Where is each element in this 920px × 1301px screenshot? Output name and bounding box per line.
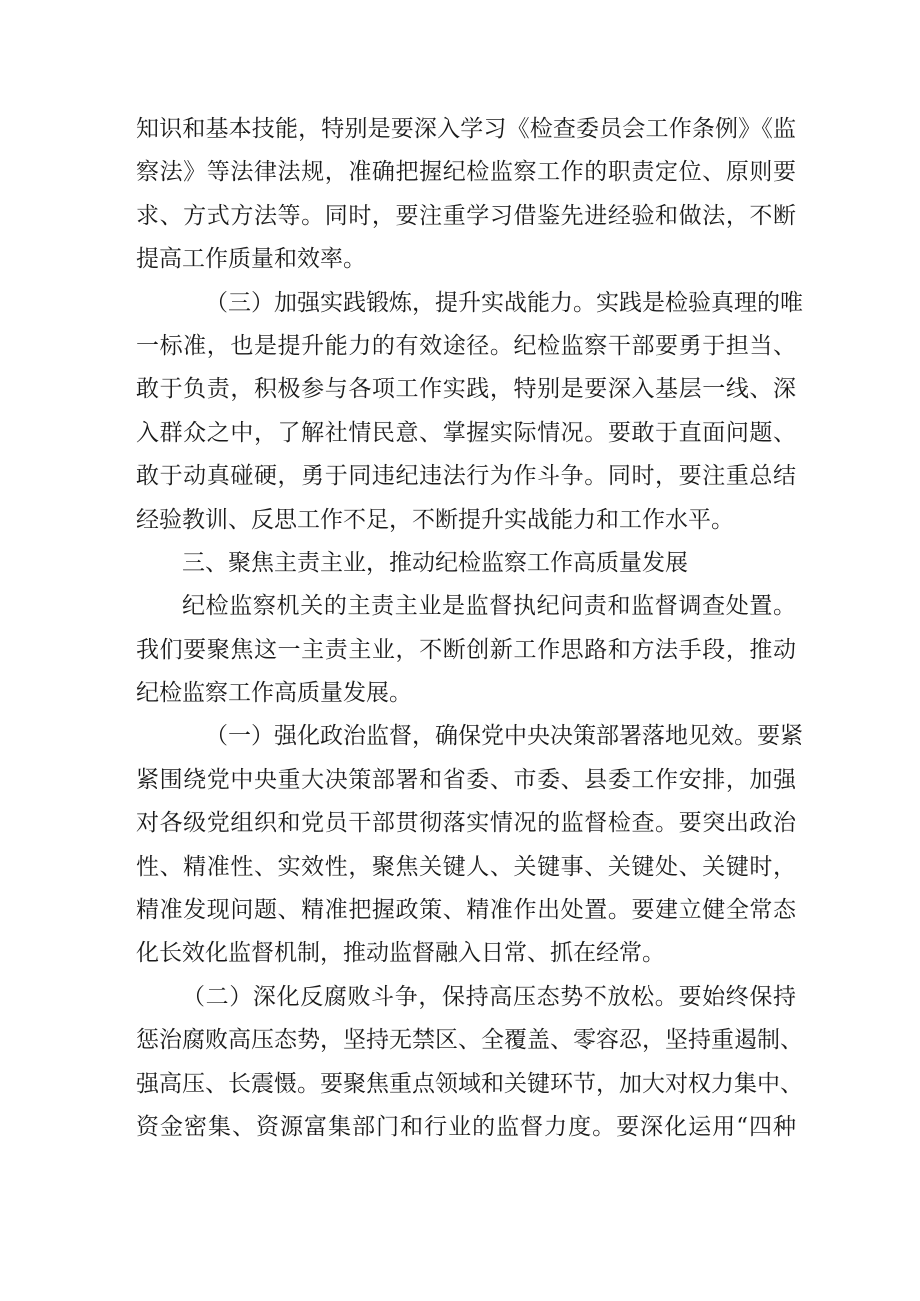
text-line: （一）强化政治监督，确保党中央决策部署落地见效。要紧	[205, 723, 803, 750]
text-line: 敢于动真碰硬，勇于同违纪违法行为作斗争。同时，要注重总结	[136, 463, 796, 490]
text-line: 化长效化监督机制，推动监督融入日常、抓在经常。	[136, 940, 665, 967]
text-line: 提高工作质量和效率。	[136, 246, 366, 273]
text-line: （三）加强实践锻炼，提升实战能力。实践是检验真理的唯	[205, 289, 803, 316]
text-line: 知识和基本技能，特别是要深入学习《检查委员会工作条例》《监	[136, 116, 796, 142]
text-line: （二）深化反腐败斗争，保持高压态势不放松。要始终保持	[182, 983, 796, 1010]
text-line: 惩治腐败高压态势，坚持无禁区、全覆盖、零容忍，坚持重遏制、	[136, 1027, 803, 1054]
text-line: 纪检监察工作高质量发展。	[136, 680, 412, 707]
text-line: 精准发现问题、精准把握政策、精准作出处置。要建立健全常态	[136, 897, 796, 924]
text-line: 入群众之中，了解社情民意、掌握实际情况。要敢于直面问题、	[136, 419, 796, 446]
text-line: 资金密集、资源富集部门和行业的监督力度。要深化运用“四种	[136, 1113, 796, 1140]
text-line: 纪检监察机关的主责主业是监督执纪问责和监督调查处置。	[182, 593, 796, 620]
text-line: 对各级党组织和党员干部贯彻落实情况的监督检查。要突出政治	[136, 810, 796, 837]
document-body	[136, 108, 803, 1149]
text-line: 我们要聚焦这一主责主业，不断创新工作思路和方法手段，推动	[136, 636, 796, 663]
text-line: 求、方式方法等。同时，要注重学习借鉴先进经验和做法，不断	[136, 202, 796, 229]
text-line: 性、精准性、实效性，聚焦关键人、关键事、关键处、关键时，	[136, 853, 796, 880]
text-line: 敢于负责，积极参与各项工作实践，特别是要深入基层一线、深	[136, 376, 796, 403]
text-line: 一标准，也是提升能力的有效途径。纪检监察干部要勇于担当、	[136, 332, 796, 359]
text-line: 强高压、长震慑。要聚焦重点领域和关键环节，加大对权力集中、	[136, 1070, 803, 1097]
section-heading: 三、聚焦主责主业，推动纪检监察工作高质量发展	[182, 549, 688, 576]
text-line: 察法》等法律法规，准确把握纪检监察工作的职责定位、原则要	[136, 159, 796, 186]
text-line: 经验教训、反思工作不足，不断提升实战能力和工作水平。	[136, 506, 734, 533]
text-line: 紧围绕党中央重大决策部署和省委、市委、县委工作安排，加强	[136, 766, 796, 793]
